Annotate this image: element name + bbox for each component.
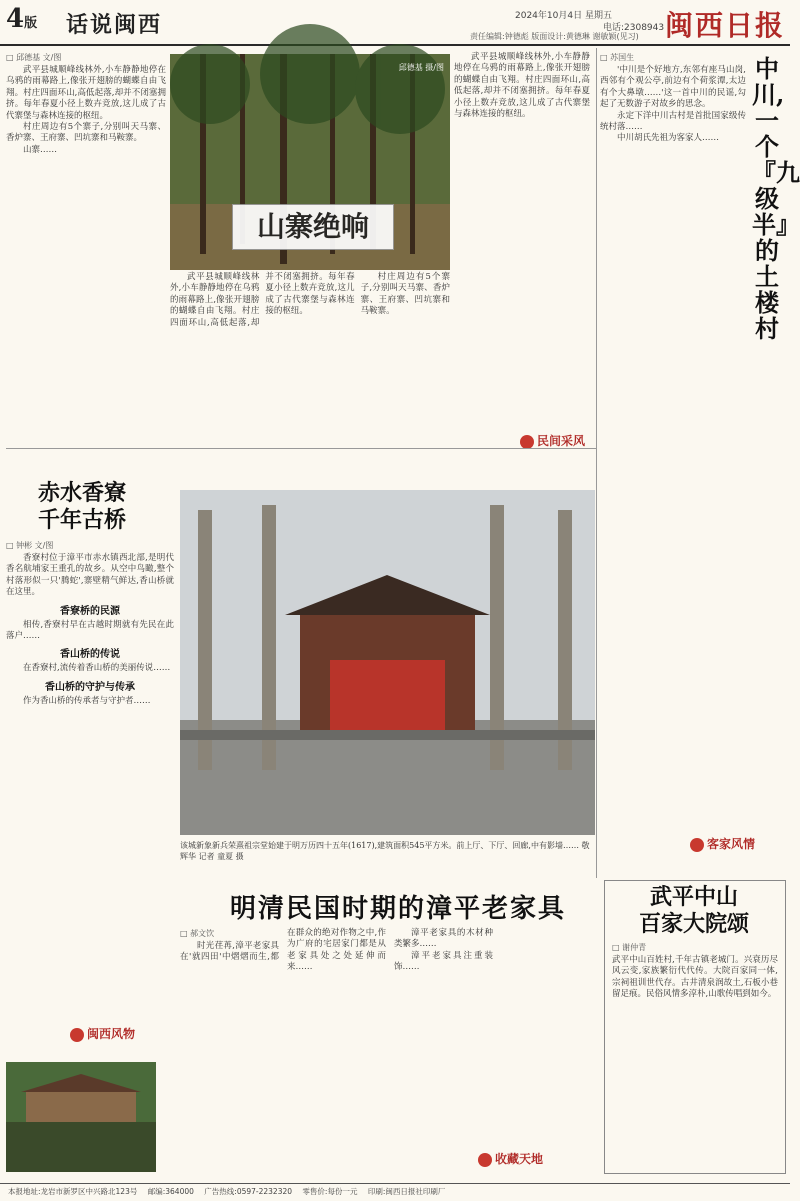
footer-address: 本报地址:龙岩市新罗区中兴路北123号 <box>8 1187 138 1196</box>
page-number: 4版 <box>6 4 38 34</box>
badge-icon <box>478 1153 492 1167</box>
subheading: 香山桥的传说 <box>60 649 120 661</box>
footer-print: 印刷:闽西日报社印刷厂 <box>367 1187 446 1196</box>
section-badge-shoucang: 收藏天地 <box>478 1150 543 1167</box>
bridge-image <box>6 1062 156 1172</box>
article-shanzhai-col-right: 武平县城顺峰线林外,小车静静地停在乌鸦的雨幕路上,像张开翅膀的蝴蝶自由飞翔。村庄四面环山,高低起落,却并不闭塞拥挤。每年春夏小径上数卉竞放,这儿成了古代寨堡与森林连接的枢纽。 <box>454 52 590 120</box>
section-badge-fengwu: 闽西风物 <box>70 1025 135 1042</box>
article-author: □ 苏国生 <box>600 53 635 62</box>
article-title: 赤水香寮 千年古桥 <box>37 480 126 533</box>
article-author: □ 郝文饮 <box>180 929 215 938</box>
footer-zip: 邮编:364000 <box>147 1187 194 1196</box>
section-badge-minjian: 民间采风 <box>520 432 585 449</box>
bridge-photo <box>6 1062 156 1172</box>
badge-icon <box>690 838 704 852</box>
section-badge-kejia: 客家风情 <box>690 835 755 852</box>
ancestral-hall-image <box>180 490 595 835</box>
issue-date: 2024年10月4日 星期五 <box>515 11 612 21</box>
column-divider <box>596 48 597 878</box>
phone: 电话:2308943 <box>603 23 665 33</box>
forest-photo <box>170 54 450 270</box>
photo-caption: 该城新象新兵荣熹祖宗堂始建于明万历四十五年(1617),建筑面积545平方米。前上厅、下厅、回廊,中有影墙…… 敬辉华 记者 童夏 摄 <box>180 841 590 861</box>
subheading: 香寮桥的民源 <box>60 605 120 617</box>
article-shanzhai-body: 武平县城顺峰线林外,小车静静地停在乌鸦的雨幕路上,像张开翅膀的蝴蝶自由飞翔。村庄四面环山,高低起落,却并不闭塞拥挤。每年春夏小径上数卉竞放,这儿成了古代寨堡与森林连接的枢纽。 村庄周边有5个寨子,分别叫天马寨、香炉寨、王府寨、凹坑寨和马鞍寨。 <box>170 272 450 328</box>
article-title: 山寨绝响 <box>232 204 394 250</box>
subheading: 香山桥的守护与传承 <box>45 681 135 693</box>
article-author: □ 邱德基 文/图 <box>6 53 62 62</box>
poem-body: □ 谢仲青 武平中山百姓村,千年古镇老城门。兴衰历尽风云变,家族繁衍代代传。大院百家同一体,宗祠祖训世代存。古井清泉润故土,石板小巷留足痕。民俗风情多淳朴,山歌传唱到如今。 <box>612 943 778 1000</box>
masthead <box>0 0 790 46</box>
badge-icon <box>70 1028 84 1042</box>
article-zhongchuan-body: □ 苏国生 '中川是个好地方,东邻有座马山岗,西邻有个观公亭,前边有个荷浆潭,太边有个大鼻墩……'这一首中川的民谣,勾起了无数游子对故乡的思念。 永定下洋中川古村是首批国家级传统村落…… 中川胡氏先祖为客家人…… <box>600 53 746 144</box>
article-author: □ 钟彬 文/图 <box>6 541 54 550</box>
footer <box>0 1183 790 1201</box>
photo-credit: 邱德基 摄/图 <box>398 63 444 72</box>
footer-ad-phone: 广告热线:0597-2232320 <box>204 1187 293 1196</box>
article-title: 明清民国时期的漳平老家具 <box>230 894 567 924</box>
article-author: □ 谢仲青 <box>612 943 647 952</box>
editors-line: 责任编辑:钟德彪 版面设计:黄德琳 谢敏颖(见习) <box>470 32 639 41</box>
footer-price: 零售价:每份一元 <box>302 1187 358 1196</box>
section-title: 话说闽西 <box>66 13 163 38</box>
article-qiao-body: □ 钟彬 文/图 香寮村位于漳平市赤水镇西北部,是明代香名航埔家王重孔的故乡。从空中鸟瞰,整个村落形似一只'腾蛇',寨壁精气鲜达,香山桥就在这里。 香寮桥的民源 相传,香寮村早在古越时期就有先民在此落户…… 香山桥的传说 在香寮村,流传着香山桥的美丽传说…… 香山桥的守护与传承 作为香山桥的传承者与守护者…… <box>6 541 174 706</box>
article-furniture-body: □ 郝文饮 时光荏苒,漳平老家具在'就四田'中熠熠而生,都在群众的绝对作物之中,作为广府的宅居家门都是从老家具处之处延伸而来…… 漳平老家具的木材种类繁多…… 漳平老家具注重装饰…… <box>180 928 493 973</box>
article-title: 中川,一个『九级半』的土楼村 <box>752 54 800 343</box>
article-shanzhai-col1: □ 邱德基 文/图 武平县城顺峰线林外,小车静静地停在乌鸦的雨幕路上,像张开翅膀的蝴蝶自由飞翔。村庄四面环山,高低起落,却并不闭塞拥挤。每年春夏小径上数卉竞放,这儿成了古代寨堡与森林连接的枢纽。 村庄周边有5个寨子,分别叫天马寨、香炉寨、王府寨、凹坑寨和马鞍寨。 山寨…… <box>6 53 166 155</box>
badge-icon <box>520 435 534 449</box>
divider <box>6 448 596 449</box>
ancestral-hall-photo <box>180 490 595 835</box>
newspaper-logo: 闽西日报 <box>665 9 786 42</box>
article-title: 武平中山 百家大院颂 <box>638 884 749 937</box>
